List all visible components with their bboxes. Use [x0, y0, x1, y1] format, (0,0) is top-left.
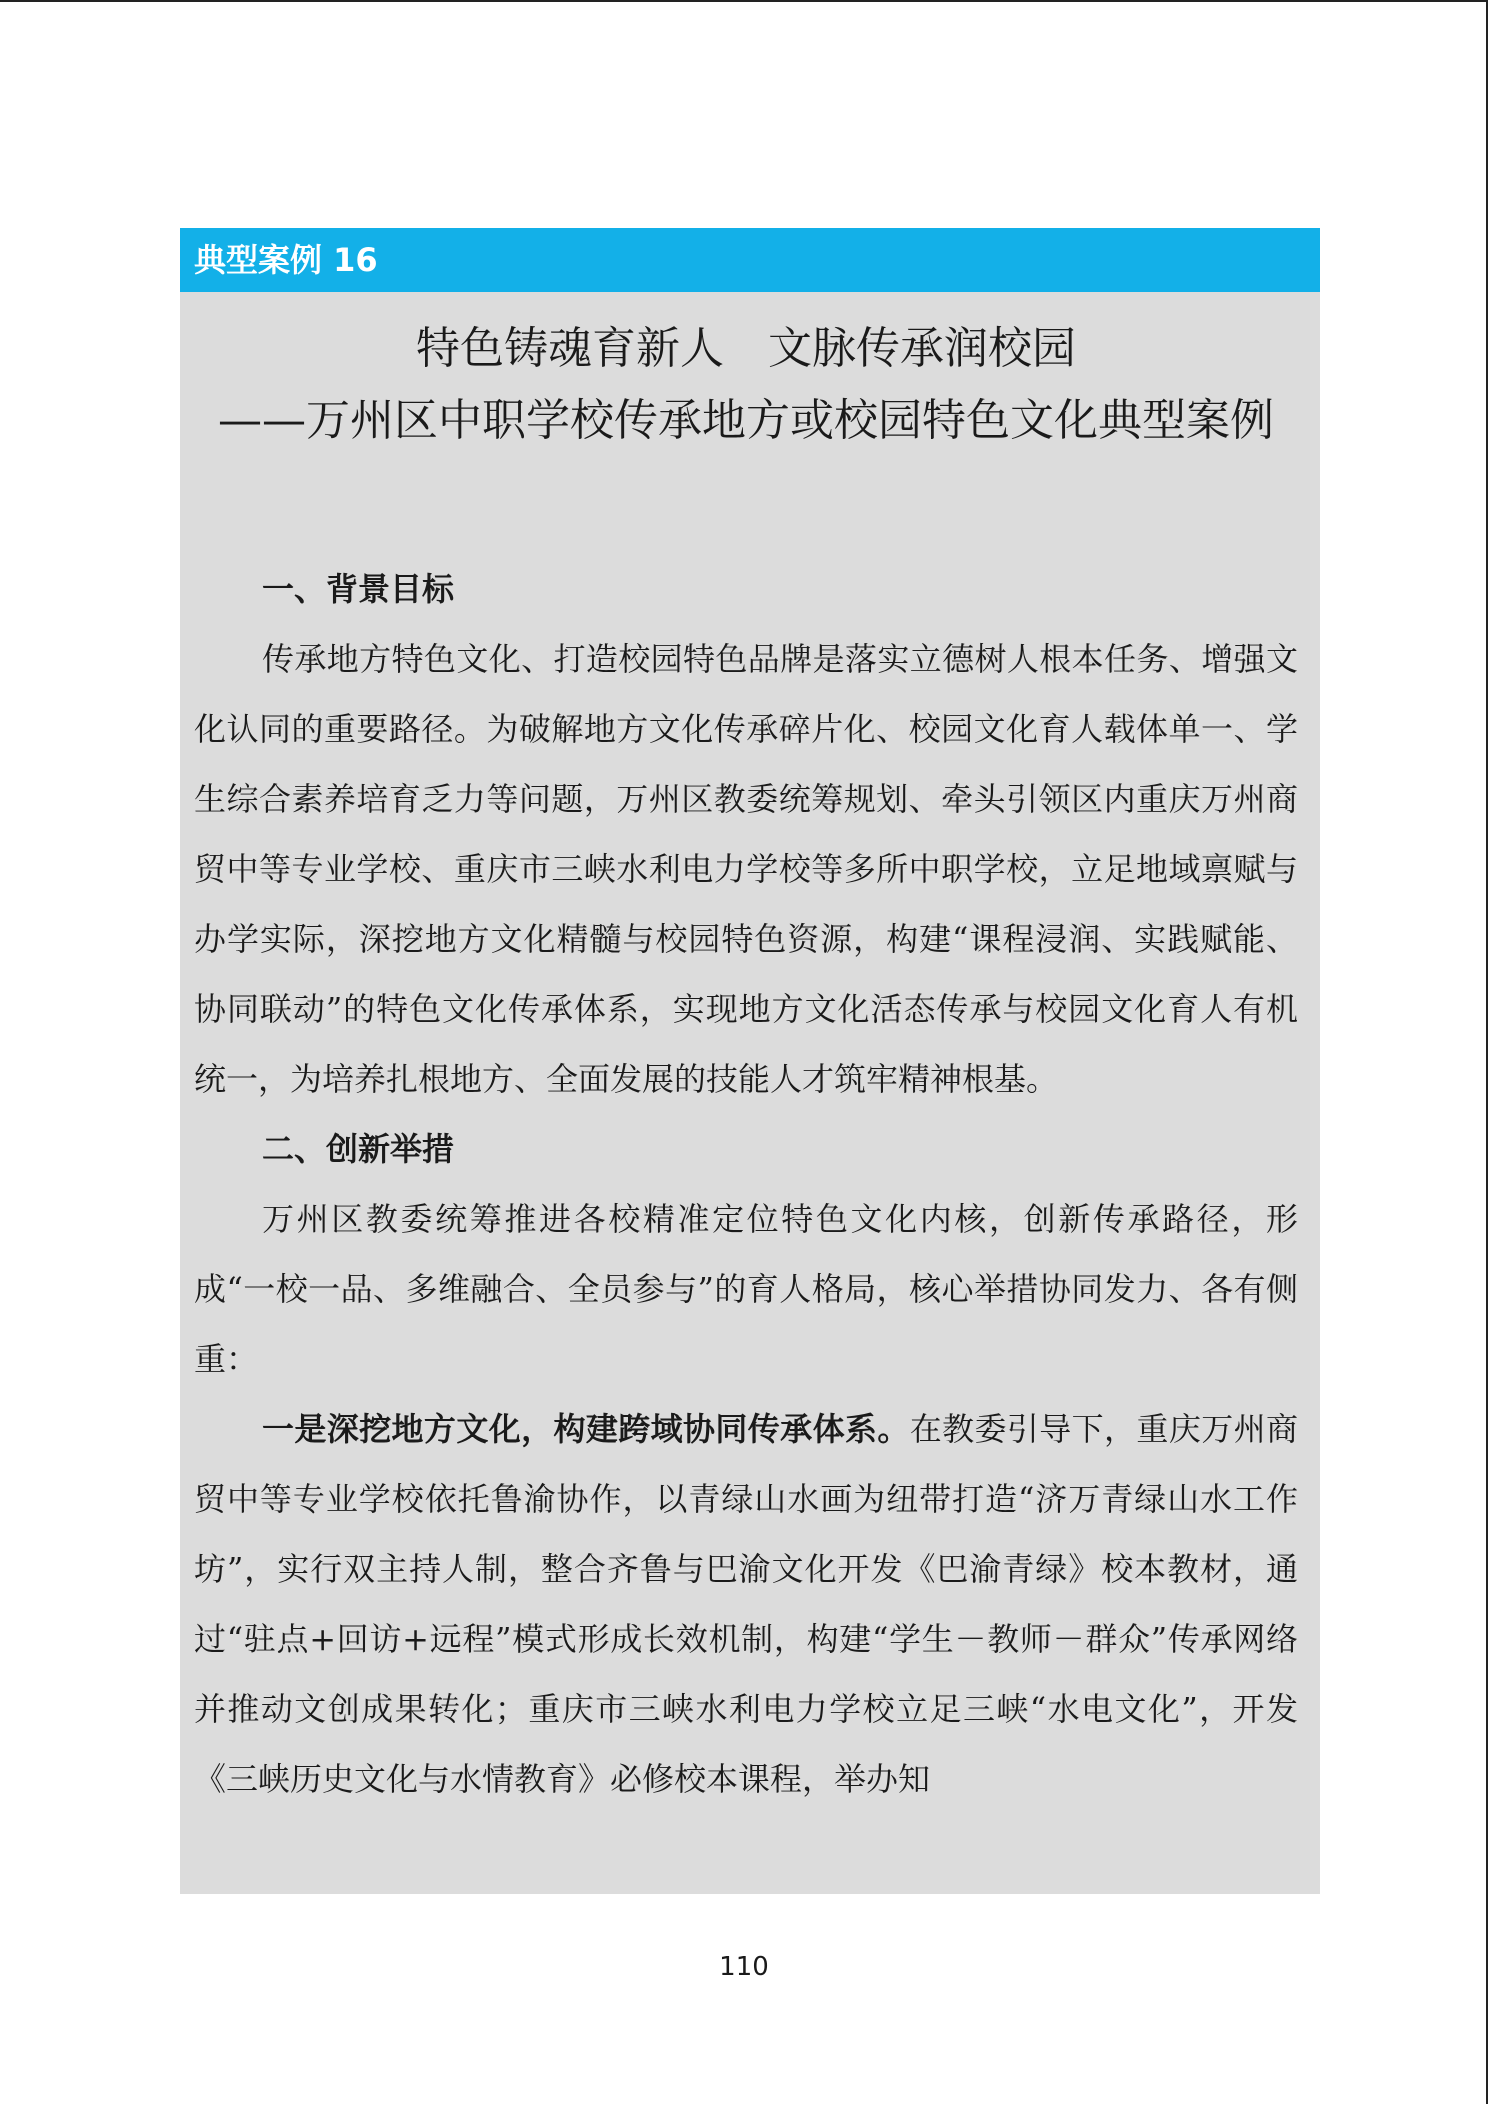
section-paragraph-measures-intro: 万州区教委统筹推进各校精准定位特色文化内核，创新传承路径，形成“一校一品、多维融合、全员参与”的育人格局，核心举措协同发力、各有侧重：: [194, 1200, 1298, 1378]
point-one-body: 在教委引导下，重庆万州商贸中等专业学校依托鲁渝协作，以青绿山水画为纽带打造“济万青绿山水工作坊”，实行双主持人制，整合齐鲁与巴渝文化开发《巴渝青绿》校本教材，通过“驻点+回访+远程”模式形成长效机制，构建“学生－教师－群众”传承网络并推动文创成果转化；重庆市三峡水利电力学校立足三峡“水电文化”，开发《三峡历史文化与水情教育》必修校本课程，举办知: [194, 1410, 1298, 1798]
case-header-bar: [180, 228, 1320, 292]
point-one-lead: 一是深挖地方文化，构建跨域协同传承体系。: [262, 1410, 910, 1448]
main-title: 特色铸魂育新人 文脉传承润校园: [416, 323, 1076, 374]
top-border-line: [0, 0, 1488, 2]
case-label: 典型案例 16: [194, 241, 378, 279]
section-heading-background: 一、背景目标: [262, 570, 455, 608]
subtitle: ——万州区中职学校传承地方或校园特色文化典型案例: [218, 395, 1274, 446]
section-heading-measures: 二、创新举措: [262, 1130, 455, 1168]
page-number: 110: [719, 1952, 769, 1982]
case-content-panel: [180, 292, 1320, 1894]
section-paragraph-background: 传承地方特色文化、打造校园特色品牌是落实立德树人根本任务、增强文化认同的重要路径。为破解地方文化传承碎片化、校园文化育人载体单一、学生综合素养培育乏力等问题，万州区教委统筹规划、牵头引领区内重庆万州商贸中等专业学校、重庆市三峡水利电力学校等多所中职学校，立足地域禀赋与办学实际，深挖地方文化精髓与校园特色资源，构建“课程浸润、实践赋能、协同联动”的特色文化传承体系，实现地方文化活态传承与校园文化育人有机统一，为培养扎根地方、全面发展的技能人才筑牢精神根基。: [194, 640, 1298, 1098]
section-paragraph-point-one: [194, 1394, 1298, 1814]
